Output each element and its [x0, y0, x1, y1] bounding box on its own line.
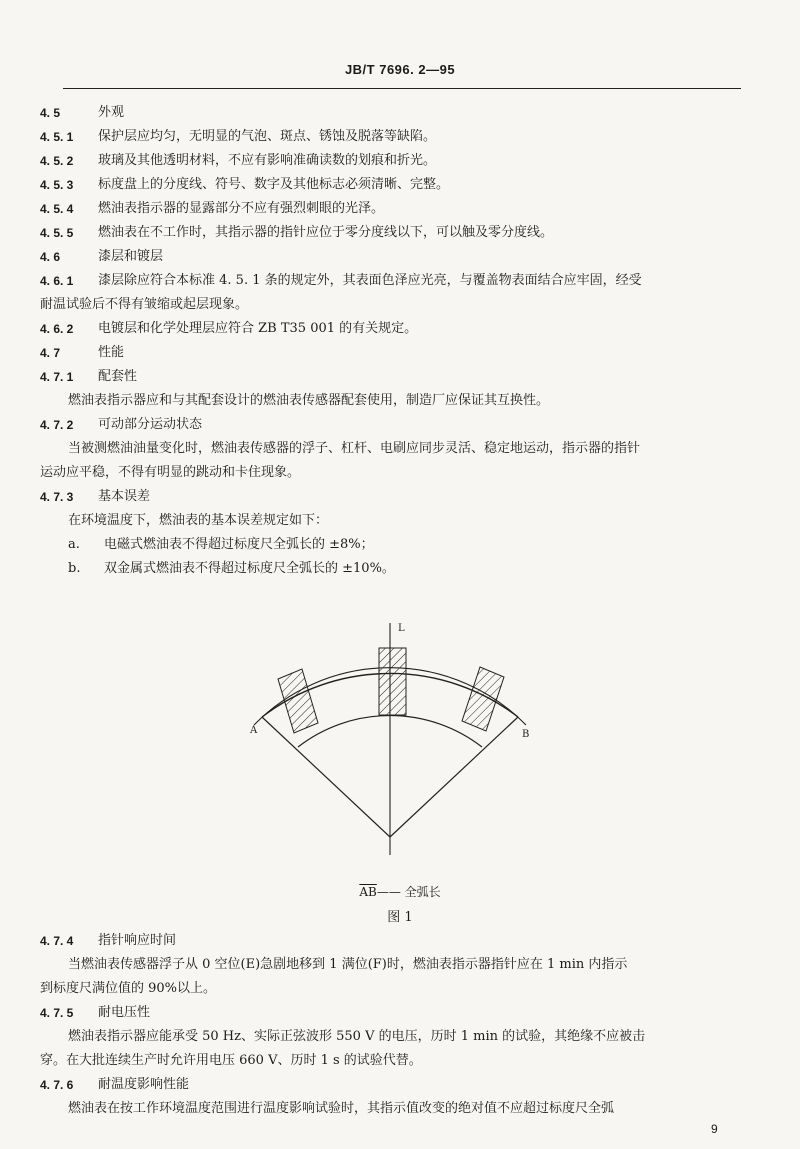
- figure-caption: [0, 883, 800, 900]
- clause-number: 4. 5. 5: [40, 226, 74, 240]
- caption-text: —— 全弧长: [376, 885, 441, 899]
- clause-text: 当燃油表传感器浮子从 0 空位(E)急剧地移到 1 满位(F)时，燃油表指示器指针应在 1 min 内指示: [68, 957, 628, 972]
- clause-title: 耐温度影响性能: [98, 1077, 190, 1092]
- header-rule: [63, 88, 741, 89]
- clause-number: 4. 7. 6: [40, 1078, 74, 1092]
- clause-number: 4. 7. 3: [40, 490, 74, 504]
- clause-text: 在环境温度下，燃油表的基本误差规定如下：: [68, 513, 329, 528]
- clause-text: 当被测燃油油量变化时，燃油表传感器的浮子、杠杆、电刷应同步灵活、稳定地运动，指示器的指针: [68, 441, 641, 456]
- section-title: 漆层和镀层: [98, 249, 164, 264]
- figure-title: 图 1: [387, 910, 413, 925]
- clause-text: 标度盘上的分度线、符号、数字及其他标志必须清晰、完整。: [98, 177, 450, 192]
- clause-text: 电镀层和化学处理层应符合 ZB T35 001 的有关规定。: [98, 321, 418, 336]
- clause-text: 燃油表在不工作时，其指示器的指针应位于零分度线以下，可以触及零分度线。: [98, 225, 554, 240]
- hatched-band-left: [278, 669, 318, 733]
- clause-number: 4. 7. 4: [40, 934, 74, 948]
- clause-title: 可动部分运动状态: [98, 417, 203, 432]
- clause-number: 4. 6. 1: [40, 274, 74, 288]
- clause-text-continued: 穿。在大批连续生产时允许用电压 660 V、历时 1 s 的试验代替。: [40, 1053, 422, 1068]
- clause-title: 指针响应时间: [98, 933, 177, 948]
- clause-number: 4. 7. 5: [40, 1006, 74, 1020]
- hatched-band-right: [462, 667, 504, 731]
- clause-text: 燃油表指示器应能承受 50 Hz、实际正弦波形 550 V 的电压，历时 1 min 的试验，其绝缘不应被击: [68, 1029, 646, 1044]
- clause-title: 配套性: [98, 369, 138, 384]
- clause-number: 4. 7. 2: [40, 418, 74, 432]
- clause-number: 4. 7. 1: [40, 370, 74, 384]
- clause-text-continued: 运动应平稳，不得有明显的跳动和卡住现象。: [40, 465, 301, 480]
- clause-text-continued: 耐温试验后不得有皱缩或起层现象。: [40, 297, 249, 312]
- clause-title: 基本误差: [98, 489, 151, 504]
- clause-title: 耐电压性: [98, 1005, 151, 1020]
- list-item-label: b.: [68, 561, 81, 576]
- section-title: 性能: [98, 345, 125, 360]
- sector-left-edge: [262, 717, 390, 837]
- clause-text: 燃油表指示器的显露部分不应有强烈刺眼的光泽。: [98, 201, 385, 216]
- section-title: 外观: [98, 105, 125, 120]
- clause-text: 玻璃及其他透明材料，不应有影响准确读数的划痕和折光。: [98, 153, 437, 168]
- clause-number: 4. 5. 3: [40, 178, 74, 192]
- label-B: B: [522, 729, 530, 740]
- clause-text-continued: 到标度尺满位值的 90%以上。: [40, 981, 217, 996]
- clause-text: 燃油表指示器应和与其配套设计的燃油表传感器配套使用，制造厂应保证其互换性。: [68, 393, 550, 408]
- figure-1-diagram: [240, 615, 560, 875]
- hatched-band-center: [379, 648, 406, 715]
- section-number: 4. 5: [40, 106, 61, 120]
- list-item-text: 电磁式燃油表不得超过标度尺全弧长的 ±8%；: [104, 537, 374, 552]
- clause-number: 4. 5. 1: [40, 130, 74, 144]
- clause-text: 保护层应均匀，无明显的气泡、斑点、锈蚀及脱落等缺陷。: [98, 129, 437, 144]
- label-L: L: [398, 623, 405, 634]
- clause-number: 4. 5. 4: [40, 202, 74, 216]
- clause-text: 燃油表在按工作环境温度范围进行温度影响试验时，其指示值改变的绝对值不应超过标度尺全弧: [68, 1101, 615, 1116]
- clause-number: 4. 5. 2: [40, 154, 74, 168]
- clause-text: 漆层除应符合本标准 4. 5. 1 条的规定外，其表面色泽应光亮，与覆盖物表面结合应牢固，经受: [98, 273, 642, 288]
- label-A: A: [250, 725, 258, 736]
- list-item-text: 双金属式燃油表不得超过标度尺全弧长的 ±10%。: [104, 561, 395, 576]
- page-header: JB/T 7696. 2—95: [344, 62, 456, 77]
- arc-symbol: $\overline{AB}$: [359, 885, 377, 899]
- clause-number: 4. 6. 2: [40, 322, 74, 336]
- section-number: 4. 7: [40, 346, 61, 360]
- section-number: 4. 6: [40, 250, 61, 264]
- page-number: 9: [711, 1122, 718, 1136]
- sector-right-edge: [390, 717, 518, 837]
- list-item-label: a.: [68, 537, 80, 552]
